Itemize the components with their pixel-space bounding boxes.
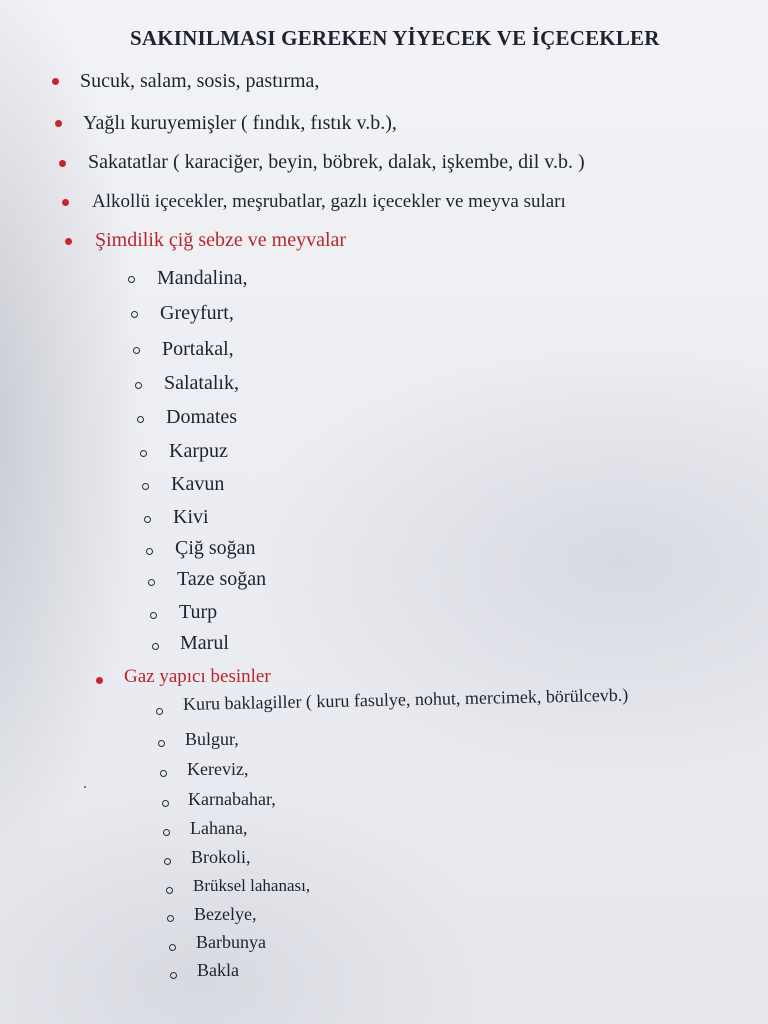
section-heading-text: Şimdilik çiğ sebze ve meyvalar — [95, 229, 347, 251]
list-item-raw — [160, 301, 234, 325]
item-text: Marul — [180, 632, 229, 654]
circle-bullet-icon — [167, 915, 174, 922]
circle-bullet-icon — [158, 740, 165, 747]
circle-bullet-icon — [169, 944, 176, 951]
bullet-icon — [62, 199, 69, 206]
list-item-raw — [169, 439, 228, 463]
circle-bullet-icon — [142, 483, 149, 490]
list-item-gas — [191, 845, 251, 869]
item-text: Bakla — [197, 960, 239, 980]
section-heading-raw — [95, 228, 346, 252]
circle-bullet-icon — [170, 972, 177, 979]
paper-speck — [84, 786, 86, 788]
item-text: Kereviz, — [187, 759, 249, 779]
item-text: Domates — [166, 406, 238, 428]
item-text: Greyfurt, — [160, 302, 234, 324]
item-text: Turp — [179, 601, 218, 623]
item-text: Brüksel lahanası, — [193, 876, 311, 895]
list-item-gas — [196, 930, 266, 954]
list-item-raw — [175, 536, 256, 560]
section-heading-gas — [124, 665, 271, 689]
item-text: Yağlı kuruyemişler ( fındık, fıstık v.b.), — [83, 112, 397, 134]
item-text: Sakatatlar ( karaciğer, beyin, böbrek, dalak, işkembe, dil v.b. ) — [88, 151, 585, 173]
item-text: Portakal, — [162, 338, 234, 360]
circle-bullet-icon — [152, 643, 159, 650]
circle-bullet-icon — [160, 770, 167, 777]
circle-bullet-icon — [156, 708, 163, 715]
list-item-gas — [188, 787, 276, 811]
list-item-main — [83, 111, 397, 135]
circle-bullet-icon — [135, 382, 142, 389]
circle-bullet-icon — [133, 347, 140, 354]
circle-bullet-icon — [131, 311, 138, 318]
item-text: Lahana, — [190, 818, 248, 838]
circle-bullet-icon — [162, 800, 169, 807]
circle-bullet-icon — [150, 612, 157, 619]
list-item-gas — [185, 727, 239, 751]
item-text: Alkollü içecekler, meşrubatlar, gazlı içecekler ve meyva suları — [92, 191, 566, 212]
list-item-gas — [187, 757, 248, 781]
list-item-raw — [162, 337, 234, 361]
circle-bullet-icon — [128, 276, 135, 283]
item-text: Kuru baklagiller ( kuru fasulye, nohut, mercimek, börülcevb.) — [182, 684, 629, 714]
list-item-raw — [166, 405, 237, 429]
item-text: Bulgur, — [185, 729, 239, 749]
item-text: Taze soğan — [177, 568, 267, 590]
list-item-raw — [173, 505, 209, 529]
list-item-raw — [179, 600, 217, 624]
item-text: Kivi — [173, 506, 209, 528]
circle-bullet-icon — [164, 858, 171, 865]
list-item-raw — [157, 266, 248, 290]
list-item-raw — [180, 631, 229, 655]
item-text: Karpuz — [169, 440, 228, 462]
bullet-icon — [59, 160, 66, 167]
bullet-icon — [52, 78, 59, 85]
circle-bullet-icon — [166, 887, 173, 894]
circle-bullet-icon — [144, 516, 151, 523]
list-item-gas — [197, 958, 239, 982]
list-item-gas — [193, 873, 310, 898]
list-item-main — [80, 69, 319, 93]
list-item-raw — [171, 472, 224, 496]
item-text: Çiğ soğan — [175, 537, 256, 559]
item-text: Brokoli, — [191, 847, 251, 867]
circle-bullet-icon — [140, 450, 147, 457]
bullet-icon — [96, 677, 103, 684]
bullet-icon — [65, 238, 72, 245]
item-text: Sucuk, salam, sosis, pastırma, — [80, 70, 320, 92]
item-text: Kavun — [171, 473, 225, 495]
item-text: Karnabahar, — [188, 789, 276, 809]
circle-bullet-icon — [146, 548, 153, 555]
item-text: Bezelye, — [194, 904, 257, 924]
list-item-main — [88, 150, 585, 174]
list-item-main — [92, 189, 566, 214]
circle-bullet-icon — [148, 579, 155, 586]
list-item-raw — [164, 371, 239, 395]
bullet-icon — [55, 120, 62, 127]
list-item-gas — [190, 816, 247, 840]
item-text: Barbunya — [196, 932, 266, 952]
list-item-gas — [194, 902, 256, 926]
circle-bullet-icon — [137, 416, 144, 423]
item-text: Mandalina, — [157, 267, 248, 289]
circle-bullet-icon — [163, 829, 170, 836]
page-title: SAKINILMASI GEREKEN YİYECEK VE İÇECEKLER — [130, 26, 660, 50]
item-text: Salatalık, — [164, 372, 239, 394]
section-heading-text: Gaz yapıcı besinler — [124, 666, 271, 687]
list-item-raw — [177, 567, 266, 591]
